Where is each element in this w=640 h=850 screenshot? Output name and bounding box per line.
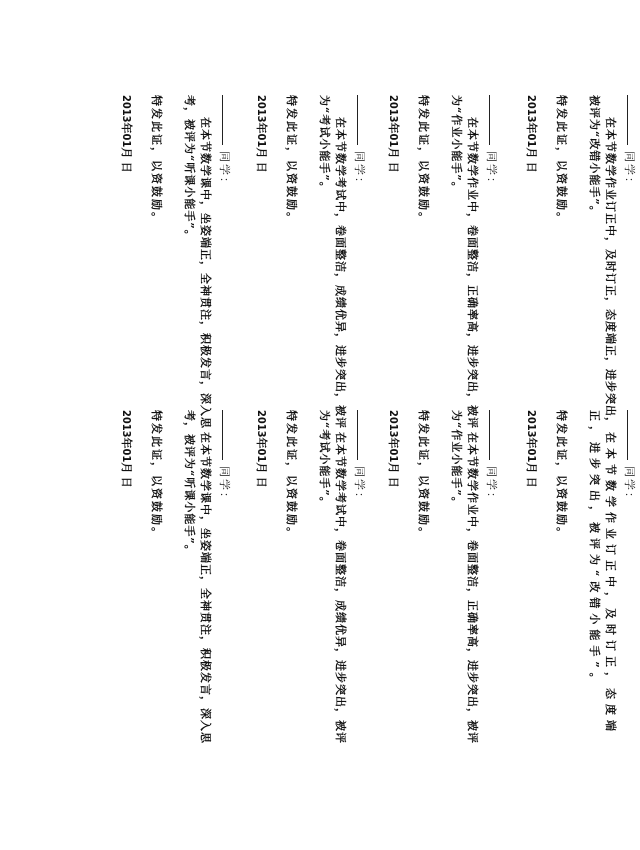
name-blank [627,410,628,460]
recipient-line [480,410,502,750]
certificate-date: 2013年01月 日 [255,95,268,173]
recipient-label: 同学： [218,466,231,505]
certificate-closing: 特发此证，以资鼓励。 [555,95,568,225]
certificate-closing: 特发此证，以资鼓励。 [150,410,163,540]
certificate-date: 2013年01月 日 [525,410,538,488]
certificate-body: 在本节数学作业订正中，及时订正，态度端正，进步突出，被评为“改错小能手”。 [588,410,617,736]
certificate-closing: 特发此证，以资鼓励。 [150,95,163,225]
certificate-listening-top [105,95,235,435]
name-blank [357,95,358,145]
certificate-date: 2013年01月 日 [120,95,133,173]
certificate-body: 在本节数学作业订正中，及时订正，态度端正，进步突出，被评为“改错小能手”。 [588,95,617,429]
recipient-line [480,95,502,435]
certificate-body: 在本节数学作业中，卷面整洁，正确率高，进步突出，被评为“作业小能手”。 [450,410,479,744]
recipient-label: 同学： [485,466,498,505]
certificate-exam-top [240,95,370,435]
name-blank [357,410,358,460]
recipient-line [348,410,370,750]
certificate-body: 在本节数学作业中，卷面整洁，正确率高，进步突出，被评为“作业小能手”。 [450,95,479,429]
certificate-date: 2013年01月 日 [255,410,268,488]
recipient-label: 同学： [485,151,498,190]
certificate-body: 在本节数学考试中，卷面整洁，成绩优异，进步突出，被评为“考试小能手”。 [318,95,347,429]
recipient-label: 同学： [353,151,366,190]
certificate-exam-bottom [240,410,370,750]
certificate-date: 2013年01月 日 [525,95,538,173]
certificate-homework-bottom [372,410,502,750]
certificate-listening-bottom [105,410,235,750]
recipient-label: 同学： [623,466,636,505]
certificate-body: 在本节数学课中，坐姿端正，全神贯注，积极发言，深入思考，被评为“听课小能手”。 [183,95,212,429]
certificate-homework-top [372,95,502,435]
certificate-closing: 特发此证，以资鼓励。 [285,410,298,540]
recipient-line [213,410,235,750]
recipient-label: 同学： [623,151,636,190]
certificate-correction-bottom [510,410,640,750]
certificate-closing: 特发此证，以资鼓励。 [417,410,430,540]
name-blank [489,410,490,460]
certificate-body: 在本节数学课中，坐姿端正，全神贯注，积极发言，深入思考，被评为“听课小能手”。 [183,410,212,744]
name-blank [627,95,628,145]
certificate-body: 在本节数学考试中，卷面整洁，成绩优异，进步突出，被评为“考试小能手”。 [318,410,347,744]
certificate-closing: 特发此证，以资鼓励。 [285,95,298,225]
certificate-closing: 特发此证，以资鼓励。 [417,95,430,225]
recipient-line [618,410,640,750]
certificate-date: 2013年01月 日 [120,410,133,488]
name-blank [489,95,490,145]
recipient-label: 同学： [353,466,366,505]
recipient-line [213,95,235,435]
recipient-label: 同学： [218,151,231,190]
certificate-closing: 特发此证，以资鼓励。 [555,410,568,540]
name-blank [222,410,223,460]
certificate-date: 2013年01月 日 [387,410,400,488]
recipient-line [618,95,640,435]
certificate-date: 2013年01月 日 [387,95,400,173]
certificate-correction-top [510,95,640,435]
name-blank [222,95,223,145]
recipient-line [348,95,370,435]
